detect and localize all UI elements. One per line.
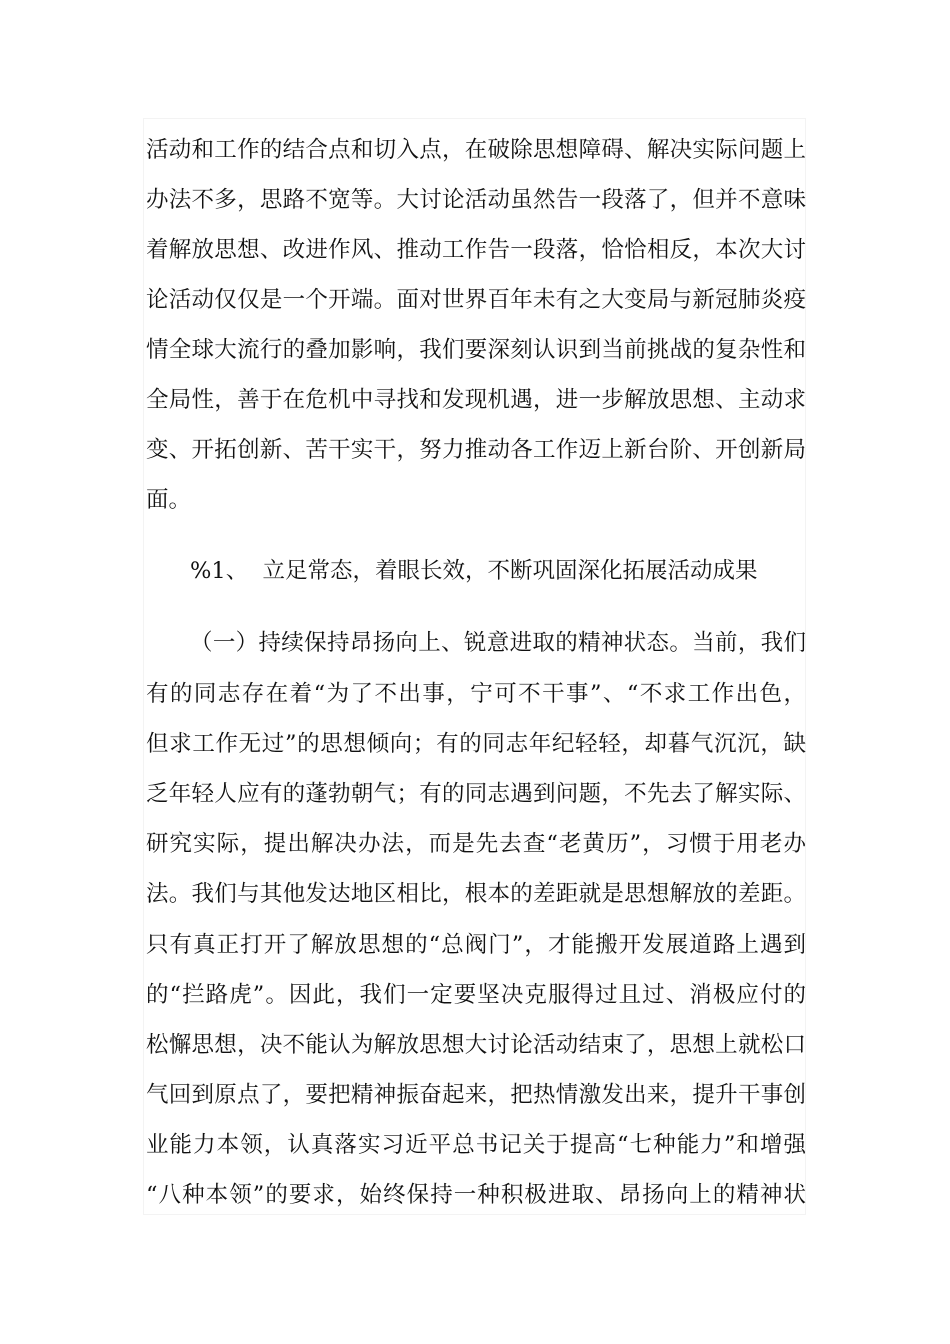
- paragraph-line: 但求工作无过”的思想倾向；有的同志年纪轻轻，却暮气沉沉，缺: [146, 731, 806, 757]
- paragraph-line: “八种本领”的要求，始终保持一种积极进取、昂扬向上的精神状: [146, 1182, 806, 1208]
- paragraph-line: 的“拦路虎”。因此，我们一定要坚决克服得过且过、消极应付的: [146, 982, 806, 1008]
- paragraph-line: 变、开拓创新、苦干实干，努力推动各工作迈上新台阶、开创新局: [146, 437, 806, 463]
- paragraph-line: 松懈思想，决不能认为解放思想大讨论活动结束了，思想上就松口: [146, 1032, 806, 1058]
- paragraph-line: （一）持续保持昂扬向上、锐意进取的精神状态。当前，我们: [190, 630, 806, 656]
- paragraph-line: 乏年轻人应有的蓬勃朝气；有的同志遇到问题，不先去了解实际、: [146, 781, 806, 807]
- paragraph-line: 论活动仅仅是一个开端。面对世界百年未有之大变局与新冠肺炎疫: [146, 287, 806, 313]
- paragraph-line: 业能力本领，认真落实习近平总书记关于提高“七种能力”和增强: [146, 1132, 806, 1158]
- paragraph-line: 法。我们与其他发达地区相比，根本的差距就是思想解放的差距。: [146, 881, 806, 907]
- paragraph-line: 全局性，善于在危机中寻找和发现机遇，进一步解放思想、主动求: [146, 387, 806, 413]
- paragraph-line: 办法不多，思路不宽等。大讨论活动虽然告一段落了，但并不意味: [146, 187, 806, 213]
- paragraph-line: 情全球大流行的叠加影响，我们要深刻认识到当前挑战的复杂性和: [146, 337, 806, 363]
- paragraph-line: 活动和工作的结合点和切入点，在破除思想障碍、解决实际问题上: [146, 137, 806, 163]
- paragraph-line: 研究实际，提出解决办法，而是先去查“老黄历”，习惯于用老办: [146, 831, 806, 857]
- paragraph-line: 只有真正打开了解放思想的“总阀门”，才能搬开发展道路上遇到: [146, 932, 806, 958]
- paragraph-line: 有的同志存在着“为了不出事，宁可不干事”、“不求工作出色，: [146, 681, 806, 707]
- paragraph-line: 面。: [146, 487, 192, 513]
- paragraph-line: 着解放思想、改进作风、推动工作告一段落，恰恰相反，本次大讨: [146, 237, 806, 263]
- section-heading: %1、 立足常态，着眼长效，不断巩固深化拓展活动成果: [190, 558, 758, 584]
- paragraph-line: 气回到原点了，要把精神振奋起来，把热情激发出来，提升干事创: [146, 1082, 806, 1108]
